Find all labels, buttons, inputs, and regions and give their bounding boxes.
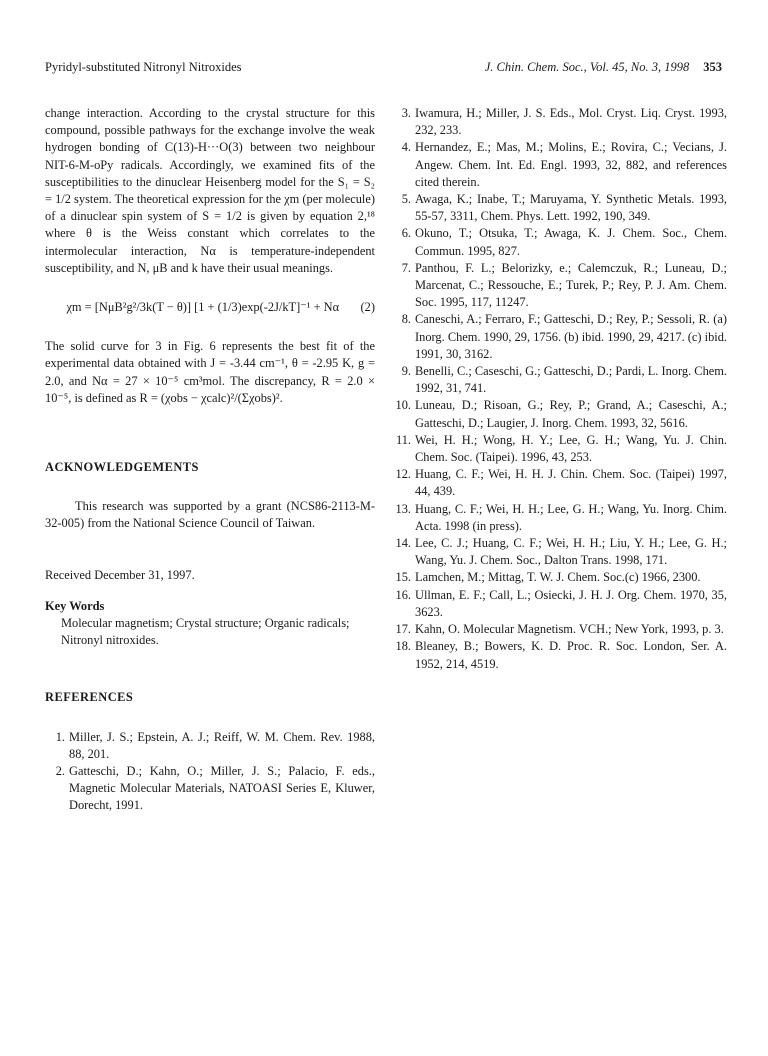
reference-item: 11. Wei, H. H.; Wong, H. Y.; Lee, G. H.; Wang, Yu. J. Chin. Chem. Soc. (Taipei). 1996, 43, 253. <box>395 432 727 465</box>
acknowledgements-text: This research was supported by a grant (NCS86-2113-M-32-005) from the National Science Council of Taiwan. <box>45 499 375 531</box>
reference-item: 2. Gatteschi, D.; Kahn, O.; Miller, J. S.; Palacio, F. eds., Magnetic Molecular Materials, NATOASI Series E, Kluwer, Dorecht, 1991. <box>55 764 375 813</box>
reference-item: 15. Lamchen, M.; Mittag, T. W. J. Chem. Soc.(c) 1966, 2300. <box>395 570 701 585</box>
reference-item: 16. Ullman, E. F.; Call, L.; Osiecki, J. H. J. Org. Chem. 1970, 35, 3623. <box>395 587 727 619</box>
reference-item: 17. Kahn, O. Molecular Magnetism. VCH.; New York, 1993, p. 3. <box>395 622 724 637</box>
reference-item: 14. Lee, C. J.; Huang, C. F.; Wei, H. H.; Liu, Y. H.; Lee, G. H.; Wang, Yu. J. Chem. Soc., Dalton Trans. 1998, 171. <box>395 536 727 568</box>
equation-2 <box>45 299 375 316</box>
reference-item: 4. Hernandez, E.; Mas, M.; Molins, E.; Rovira, C.; Vecians, J. Angew. Chem. Int. Ed. Engl. 1993, 32, 882, and references cited therein. <box>401 140 727 189</box>
keywords-text: Molecular magnetism; Crystal structure; Organic radicals; Nitronyl nitroxides. <box>61 616 350 648</box>
reference-item: 7. Panthou, F. L.; Belorizky, e.; Calemczuk, R.; Luneau, D.; Marcenat, C.; Ressouche, E.; Turek, P.; Rey, P. J. Am. Chem. Soc. 1995, 117, 11247. <box>401 260 727 310</box>
left-column <box>45 105 375 815</box>
reference-item: 12. Huang, C. F.; Wei, H. H. J. Chin. Chem. Soc. (Taipei) 1997, 44, 439. <box>395 467 727 499</box>
keywords-heading: Key Words <box>45 598 105 613</box>
reference-item: 5. Awaga, K.; Inabe, T.; Maruyama, Y. Synthetic Metals. 1993, 55-57, 3311, Chem. Phys. Lett. 1992, 190, 349. <box>401 192 727 224</box>
reference-item: 1. Miller, J. S.; Epstein, A. J.; Reiff, W. M. Chem. Rev. 1988, 88, 201. <box>55 729 375 761</box>
reference-item: 10. Luneau, D.; Risoan, G.; Rey, P.; Grand, A.; Caseschi, A.; Gatteschi, D.; Laugier, J. Inorg. Chem. 1993, 32, 5616. <box>395 398 727 430</box>
reference-item: 6. Okuno, T.; Otsuka, T.; Awaga, K. J. Chem. Soc., Chem. Commun. 1995, 827. <box>401 226 727 258</box>
journal-info <box>485 60 722 75</box>
reference-item: 13. Huang, C. F.; Wei, H. H.; Lee, G. H.; Wang, Yu. Inorg. Chim. Acta. 1998 (in press). <box>395 501 727 533</box>
right-column <box>391 105 727 673</box>
journal-citation: J. Chin. Chem. Soc., Vol. 45, No. 3, 1998 <box>484 60 690 74</box>
running-title: Pyridyl-substituted Nitronyl Nitroxides <box>45 60 242 74</box>
acknowledgements-heading: ACKNOWLEDGEMENTS <box>45 460 199 475</box>
page-header <box>45 60 722 78</box>
reference-item: 8. Caneschi, A.; Ferraro, F.; Gatteschi, D.; Rey, P.; Sessoli, R. (a) Inorg. Chem. 1990, 29, 1756. (b) ibid. 1990, 29, 4217. (c) ibid. 1991, 30, 3162. <box>401 312 727 361</box>
received-date: Received December 31, 1997. <box>45 567 195 582</box>
reference-item: 3. Iwamura, H.; Miller, J. S. Eds., Mol. Cryst. Liq. Cryst. 1993, 232, 233. <box>401 106 727 138</box>
equation-text: χm = [NμB²g²/3k(T − θ)] [1 + (1/3)exp(-2J/kT]⁻¹ + Nα <box>66 300 340 315</box>
page-number: 353 <box>703 60 722 74</box>
references-list-left <box>45 729 375 815</box>
body-paragraph-1: change interaction. According to the crystal structure for this compound, possible pathways for the exchange involve the weak hydrogen bonding of C(13)-H···O(3) between two neighbour NIT-6-M-oPy radicals. Accordingly, we examined fits of the susceptibilities to the dinuclear Heisenberg model for the S₁ = S₂ = 1/2 system. The theoretical expression for the χm (per molecule) of a dinuclear spin system of S = 1/2 is given by equation 2,¹⁸ where θ is the Weiss constant which correlates to the intermolecular interaction, Nα is temperature-independent susceptibility, and N, μB and k have their usual meanings. <box>45 106 375 275</box>
reference-item: 18. Bleaney, B.; Bowers, K. D. Proc. R. Soc. London, Ser. A. 1952, 214, 4519. <box>395 639 727 671</box>
equation-number: (2) <box>360 300 375 315</box>
references-heading: REFERENCES <box>45 690 134 705</box>
body-paragraph-2: The solid curve for 3 in Fig. 6 represents the best fit of the experimental data obtained with J = -3.44 cm⁻¹, θ = -2.95 K, g = 2.0, and Nα = 27 × 10⁻⁵ cm³mol. The discrepancy, R = 2.0 × 10⁻⁵, is defined as R = (χobs − χcalc)²/(Σχobs)². <box>45 339 375 405</box>
reference-item: 9. Benelli, C.; Caseschi, G.; Gatteschi, D.; Pardi, L. Inorg. Chem. 1992, 31, 741. <box>401 364 727 396</box>
